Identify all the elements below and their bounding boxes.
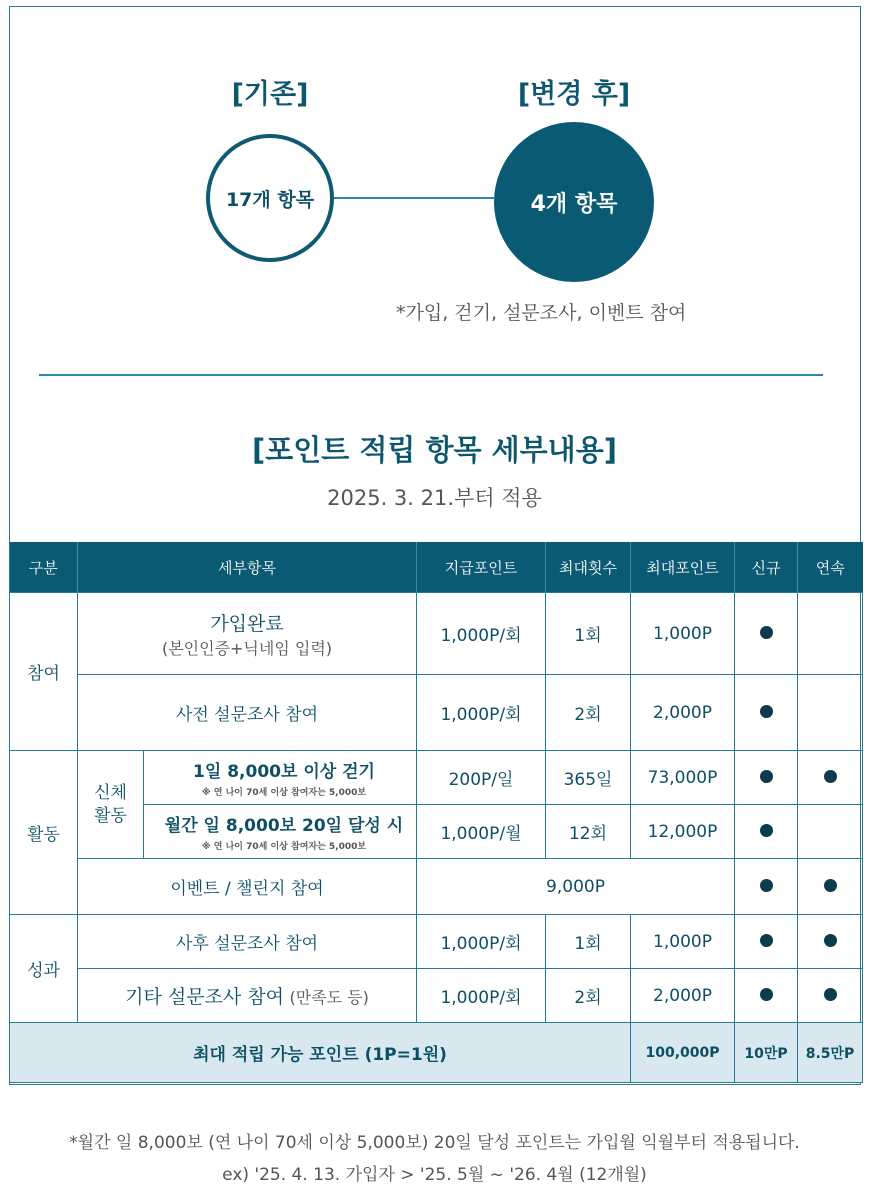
item-cell	[144, 751, 417, 805]
bullet-dot	[760, 988, 773, 1001]
items-note: *가입, 걷기, 설문조사, 이벤트 참여	[396, 302, 687, 324]
total-max: 100,000P	[631, 1023, 735, 1083]
header-cell: 신규	[735, 542, 798, 593]
count-cell: 12회	[546, 805, 631, 859]
item-cell	[78, 593, 417, 675]
item-name: 이벤트 / 챌린지 참여	[78, 859, 417, 915]
item-cell	[78, 969, 417, 1023]
header-cell: 세부항목	[78, 542, 417, 593]
bullet-dot	[824, 988, 837, 1001]
max-cell: 2,000P	[631, 675, 735, 751]
bullet-dot	[760, 770, 773, 783]
new-cell	[735, 751, 798, 805]
table-row	[10, 675, 863, 751]
new-cell	[735, 675, 798, 751]
cont-cell	[798, 859, 863, 915]
group-label: 성과	[10, 915, 78, 1023]
new-cell	[735, 805, 798, 859]
cont-cell	[798, 969, 863, 1023]
count-cell: 2회	[546, 675, 631, 751]
item-suffix: (만족도 등)	[289, 988, 369, 1007]
bullet-dot	[824, 879, 837, 892]
pay-cell: 1,000P/회	[417, 675, 546, 751]
group-label: 활동	[10, 751, 78, 915]
count-cell: 1회	[546, 593, 631, 675]
merged-points-cell: 9,000P	[417, 859, 735, 915]
header-cell: 최대횟수	[546, 542, 631, 593]
header-cell: 연속	[798, 542, 863, 593]
total-new: 10만P	[735, 1023, 798, 1083]
count-cell: 2회	[546, 969, 631, 1023]
cont-cell	[798, 675, 863, 751]
bullet-dot	[760, 879, 773, 892]
new-cell	[735, 859, 798, 915]
item-note: ※ 연 나이 70세 이상 참여자는 5,000보	[201, 842, 367, 852]
section-title: [포인트 적립 항목 세부내용]	[252, 433, 617, 467]
header-cell: 지급포인트	[417, 542, 546, 593]
new-cell	[735, 969, 798, 1023]
pay-cell: 200P/일	[417, 751, 546, 805]
header-cell: 최대포인트	[631, 542, 735, 593]
item-name: 사전 설문조사 참여	[78, 675, 417, 751]
table-row	[10, 859, 863, 915]
pay-cell: 1,000P/회	[417, 969, 546, 1023]
before-label: [기존]	[231, 79, 309, 110]
table-row	[10, 751, 863, 805]
cont-cell	[798, 593, 863, 675]
max-cell: 1,000P	[631, 593, 735, 675]
header-cell: 구분	[10, 542, 78, 593]
cont-cell	[798, 751, 863, 805]
after-value: 4개 항목	[530, 191, 618, 217]
total-row	[10, 1023, 863, 1083]
cont-cell	[798, 805, 863, 859]
bullet-dot	[824, 934, 837, 947]
footnote-line1: *월간 일 8,000보 (연 나이 70세 이상 5,000보) 20일 달성 포인트는 가입월 익월부터 적용됩니다.	[69, 1133, 800, 1153]
bullet-dot	[760, 824, 773, 837]
total-cont: 8.5만P	[798, 1023, 863, 1083]
table-row	[10, 915, 863, 969]
max-cell: 73,000P	[631, 751, 735, 805]
item-cell	[144, 805, 417, 859]
new-cell	[735, 915, 798, 969]
pay-cell: 1,000P/회	[417, 915, 546, 969]
count-cell: 1회	[546, 915, 631, 969]
table-row	[10, 593, 863, 675]
table-row	[10, 969, 863, 1023]
footnote-line2: ex) '25. 4. 13. 가입자 > '25. 5월 ~ '26. 4월 (12개월)	[222, 1165, 647, 1185]
item-name: 가입완료	[210, 612, 284, 635]
max-cell: 12,000P	[631, 805, 735, 859]
item-name: 기타 설문조사 참여	[125, 986, 285, 1008]
total-label: 최대 적립 가능 포인트 (1P=1원)	[10, 1023, 631, 1083]
new-cell	[735, 593, 798, 675]
item-note: ※ 연 나이 70세 이상 참여자는 5,000보	[201, 788, 367, 798]
max-cell: 1,000P	[631, 915, 735, 969]
max-cell: 2,000P	[631, 969, 735, 1023]
count-cell: 365일	[546, 751, 631, 805]
before-circle	[206, 134, 334, 262]
cont-cell	[798, 915, 863, 969]
after-circle	[494, 122, 654, 282]
subgroup-label: 신체 활동	[78, 751, 144, 859]
section-subtitle: 2025. 3. 21.부터 적용	[327, 486, 542, 510]
pay-cell: 1,000P/회	[417, 593, 546, 675]
before-value: 17개 항목	[225, 188, 315, 211]
points-table	[9, 542, 863, 1083]
bullet-dot	[824, 770, 837, 783]
table-header	[10, 542, 863, 593]
bullet-dot	[760, 626, 773, 639]
item-name: 사후 설문조사 참여	[78, 915, 417, 969]
group-label: 참여	[10, 593, 78, 751]
item-name: 월간 일 8,000보 20일 달성 시	[164, 816, 404, 836]
connector-line	[334, 197, 494, 199]
item-subnote: (본인인증+닉네임 입력)	[161, 638, 333, 658]
pay-cell: 1,000P/월	[417, 805, 546, 859]
divider	[39, 374, 823, 376]
bullet-dot	[760, 934, 773, 947]
bullet-dot	[760, 705, 773, 718]
item-name: 1일 8,000보 이상 걷기	[193, 762, 375, 782]
after-label: [변경 후]	[517, 79, 631, 110]
